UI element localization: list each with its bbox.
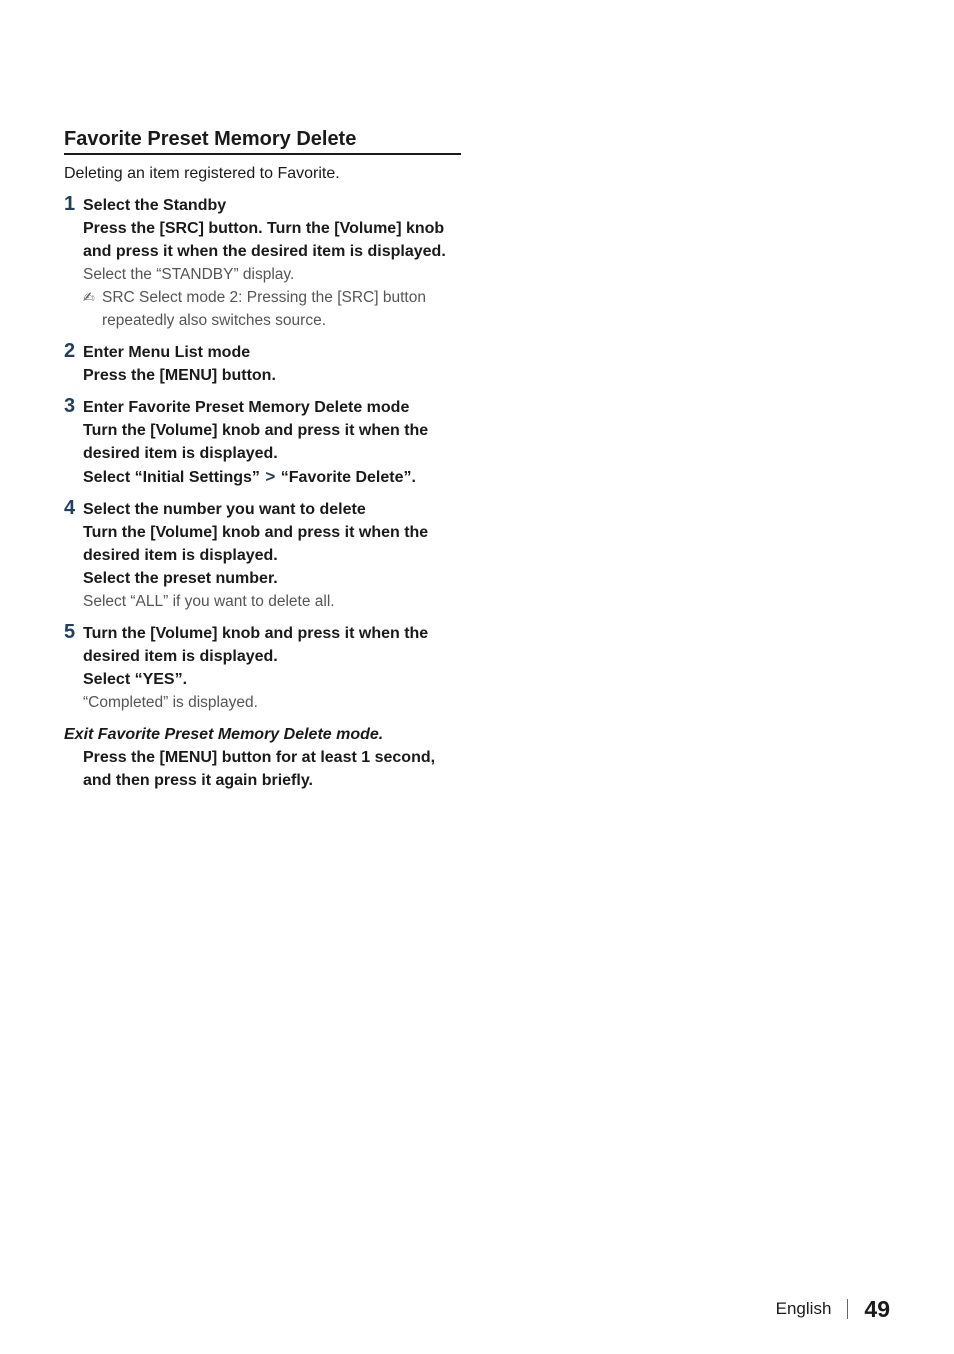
step-number: 3: [64, 395, 76, 417]
exit-instruction: and then press it again briefly.: [83, 772, 313, 789]
step-number: 4: [64, 497, 76, 519]
step-title: Select the Standby: [83, 197, 227, 214]
step-instruction: Turn the [Volume] knob and press it when the: [83, 625, 429, 642]
select-path-end: “Favorite Delete”.: [280, 469, 416, 486]
exit-title: Exit Favorite Preset Memory Delete mode.: [64, 726, 384, 743]
chevron-right-icon: >: [265, 467, 276, 486]
step-instruction: Turn the [Volume] knob and press it when the: [83, 422, 429, 439]
step-number: 5: [64, 621, 76, 643]
step-5: [64, 622, 464, 714]
step-instruction: Select the preset number.: [83, 570, 278, 587]
step-4: [64, 498, 464, 613]
step-instruction: Press the [SRC] button. Turn the [Volume] knob: [83, 220, 445, 237]
page-footer: [776, 1294, 890, 1324]
step-title: Select the number you want to delete: [83, 501, 366, 518]
step-number: 1: [64, 193, 76, 215]
step-note: Select the “STANDBY” display.: [83, 266, 295, 283]
document-content: [64, 126, 464, 792]
step-instruction: desired item is displayed.: [83, 547, 278, 564]
step-select-path: [83, 465, 464, 489]
step-instruction: Turn the [Volume] knob and press it when the: [83, 524, 429, 541]
step-title: Enter Menu List mode: [83, 344, 251, 361]
step-instruction: Press the [MENU] button.: [83, 367, 276, 384]
tip-text: SRC Select mode 2: Pressing the [SRC] button: [102, 289, 426, 306]
section-intro: Deleting an item registered to Favorite.: [64, 165, 340, 182]
step-instruction: Select “YES”.: [83, 671, 188, 688]
section-title: Favorite Preset Memory Delete: [64, 126, 461, 155]
exit-instruction: Press the [MENU] button for at least 1 second,: [83, 749, 436, 766]
step-1: [64, 194, 464, 332]
step-3: [64, 396, 464, 489]
step-instruction: desired item is displayed.: [83, 445, 278, 462]
footer-language: English: [775, 1299, 832, 1318]
step-instruction: desired item is displayed.: [83, 648, 278, 665]
pencil-note-icon: ✍: [83, 289, 95, 305]
select-path-start: Select “Initial Settings”: [83, 469, 260, 486]
step-note: Select “ALL” if you want to delete all.: [83, 593, 335, 610]
tip-note: [83, 286, 464, 332]
step-note: “Completed” is displayed.: [83, 694, 258, 711]
page-number: 49: [864, 1295, 890, 1322]
step-number: 2: [64, 340, 76, 362]
tip-text: repeatedly also switches source.: [102, 312, 327, 329]
footer-divider: [847, 1299, 848, 1319]
step-instruction: and press it when the desired item is displayed.: [83, 243, 446, 260]
step-2: [64, 341, 464, 387]
exit-body: [64, 746, 464, 792]
step-title: Enter Favorite Preset Memory Delete mode: [83, 399, 410, 416]
